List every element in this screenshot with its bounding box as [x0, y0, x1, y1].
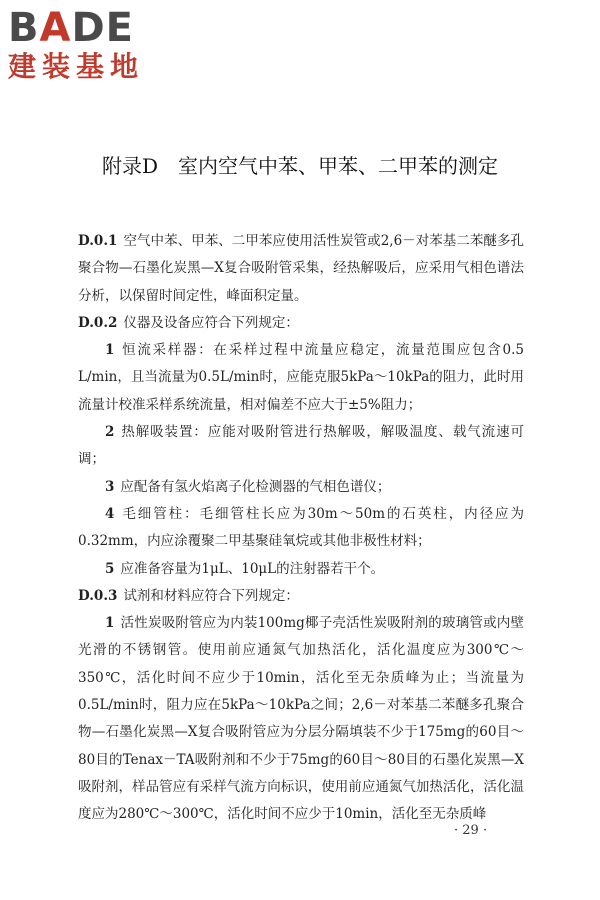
clause-d-0-3: D.0.3 试剂和材料应符合下列规定：: [78, 587, 299, 604]
appendix-title: 附录D 室内空气中苯、甲苯、二甲苯的测定: [101, 154, 499, 178]
list-item: 5 应准备容量为1μL、10μL的注射器若干个。: [105, 560, 385, 577]
document-body: [78, 228, 524, 829]
page-number: · 29 ·: [454, 823, 488, 838]
clause-d-0-2: D.0.2 仪器及设备应符合下列规定：: [78, 314, 299, 331]
list-item: 1 活性炭吸附管应为内装100mg椰子壳活性炭吸附剂的玻璃管或内壁光滑的不锈钢管。使用前应通氮气加热活化，活化温度应为300℃～350℃，活化时间不应少于10min，活化至无杂质峰为止；当流量为0.5L/min时，阻力应在5kPa～10kPa之间；2,6－对苯基二苯醚多孔聚合物—石墨化炭黑—X复合吸附管应为分层分隔填装不少于175mg的60目～80目的Tenax－TA吸附剂和不少于75mg的60目～80目的石墨化炭黑—X吸附剂，样品管应有采样气流方向标识，使用前应通氮气加热活化，活化温度应为280℃～300℃，活化时间不应少于10min，活化至无杂质峰: [78, 615, 524, 823]
list-item: 4 毛细管柱：毛细管柱长应为30m～50m的石英柱，内径应为0.32mm，内应涂覆聚二甲基聚硅氧烷或其他非极性材料；: [78, 505, 524, 550]
clause-d-0-1: D.0.1 空气中苯、甲苯、二甲苯应使用活性炭管或2,6－对苯基二苯醚多孔聚合物—石墨化炭黑—X复合吸附管采集，经热解吸后，应采用气相色谱法分析，以保留时间定性，峰面积定量。: [78, 233, 524, 304]
list-item: 1 恒流采样器：在采样过程中流量应稳定，流量范围应包含0.5 L/min，且当流量为0.5L/min时，应能克服5kPa～10kPa的阻力，此时用流量计校准采样系统流量，相对偏差不应大于±5%阻力；: [78, 342, 524, 413]
logo-wordmark: BADE: [8, 5, 134, 51]
list-item: 3 应配备有氢火焰离子化检测器的气相色谱仪；: [105, 478, 391, 495]
logo-subtitle: 建装基地: [8, 50, 145, 83]
bade-logo: [8, 6, 178, 84]
list-item: 2 热解吸装置：应能对吸附管进行热解吸，解吸温度、载气流速可调；: [78, 424, 524, 468]
